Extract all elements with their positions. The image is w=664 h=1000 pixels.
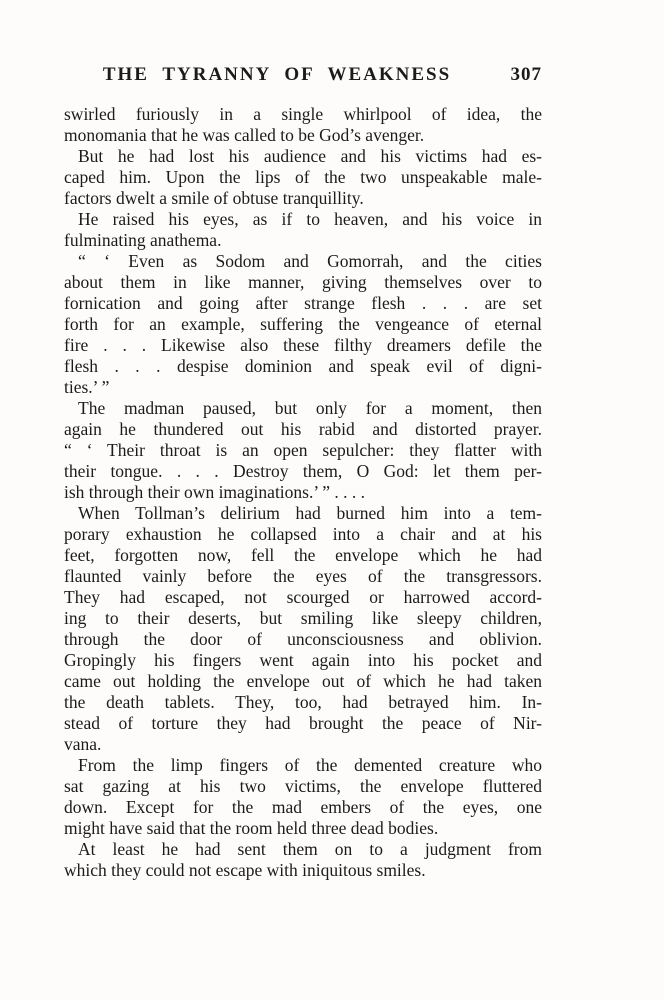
text-line: fulminating anathema.	[64, 230, 222, 250]
text-line: When Tollman’s delirium had burned him into a tem-	[78, 503, 542, 523]
text-line: stead of torture they had brought the peace of Nir-	[64, 713, 542, 733]
text-line: The madman paused, but only for a moment, then	[78, 398, 542, 418]
text-line: porary exhaustion he collapsed into a chair and at his	[64, 524, 542, 544]
text-line: fornication and going after strange flesh . . . are set	[64, 293, 542, 313]
text-line: He raised his eyes, as if to heaven, and his voice in	[78, 209, 542, 229]
text-line: their tongue. . . . Destroy them, O God: let them per-	[64, 461, 542, 481]
text-line: monomania that he was called to be God’s avenger.	[64, 125, 425, 145]
text-line: again he thundered out his rabid and distorted prayer.	[64, 419, 542, 439]
text-line: ing to their deserts, but smiling like sleepy children,	[64, 608, 542, 628]
text-line: sat gazing at his two victims, the envelope fluttered	[64, 776, 542, 796]
text-line: swirled furiously in a single whirlpool of idea, the	[64, 104, 542, 124]
text-line: caped him. Upon the lips of the two unspeakable male-	[64, 167, 542, 187]
text-line: factors dwelt a smile of obtuse tranquillity.	[64, 188, 364, 208]
text-line: At least he had sent them on to a judgment from	[78, 839, 542, 859]
text-line: forth for an example, suffering the vengeance of eternal	[64, 314, 542, 334]
text-line: They had escaped, not scourged or harrowed accord-	[64, 587, 542, 607]
text-line: “ ‘ Even as Sodom and Gomorrah, and the cities	[78, 251, 542, 271]
text-line: which they could not escape with iniquitous smiles.	[64, 860, 426, 880]
text-line: Gropingly his fingers went again into his pocket and	[64, 650, 542, 670]
text-line: “ ‘ Their throat is an open sepulcher: they flatter with	[64, 440, 542, 460]
text-line: flesh . . . despise dominion and speak evil of digni-	[64, 356, 542, 376]
text-line: vana.	[64, 734, 102, 754]
page-number: 307	[510, 64, 542, 85]
running-header	[64, 64, 542, 88]
text-line: ish through their own imaginations.’ ” . . . .	[64, 482, 366, 502]
text-block	[64, 64, 542, 881]
text-line: the death tablets. They, too, had betrayed him. In-	[64, 692, 542, 712]
text-line: flaunted vainly before the eyes of the transgressors.	[64, 566, 542, 586]
text-line: fire . . . Likewise also these filthy dreamers defile the	[64, 335, 542, 355]
text-line: about them in like manner, giving themselves over to	[64, 272, 542, 292]
text-line: down. Except for the mad embers of the eyes, one	[64, 797, 542, 817]
text-line: came out holding the envelope out of which he had taken	[64, 671, 542, 691]
text-line: might have said that the room held three dead bodies.	[64, 818, 439, 838]
text-line: through the door of unconsciousness and oblivion.	[64, 629, 542, 649]
text-line: ties.’ ”	[64, 377, 110, 397]
chapter-title: THE TYRANNY OF WEAKNESS	[102, 64, 452, 85]
body-text	[64, 104, 542, 881]
text-line: From the limp fingers of the demented creature who	[78, 755, 542, 775]
text-line: But he had lost his audience and his victims had es-	[78, 146, 542, 166]
text-line: feet, forgotten now, fell the envelope which he had	[64, 545, 542, 565]
